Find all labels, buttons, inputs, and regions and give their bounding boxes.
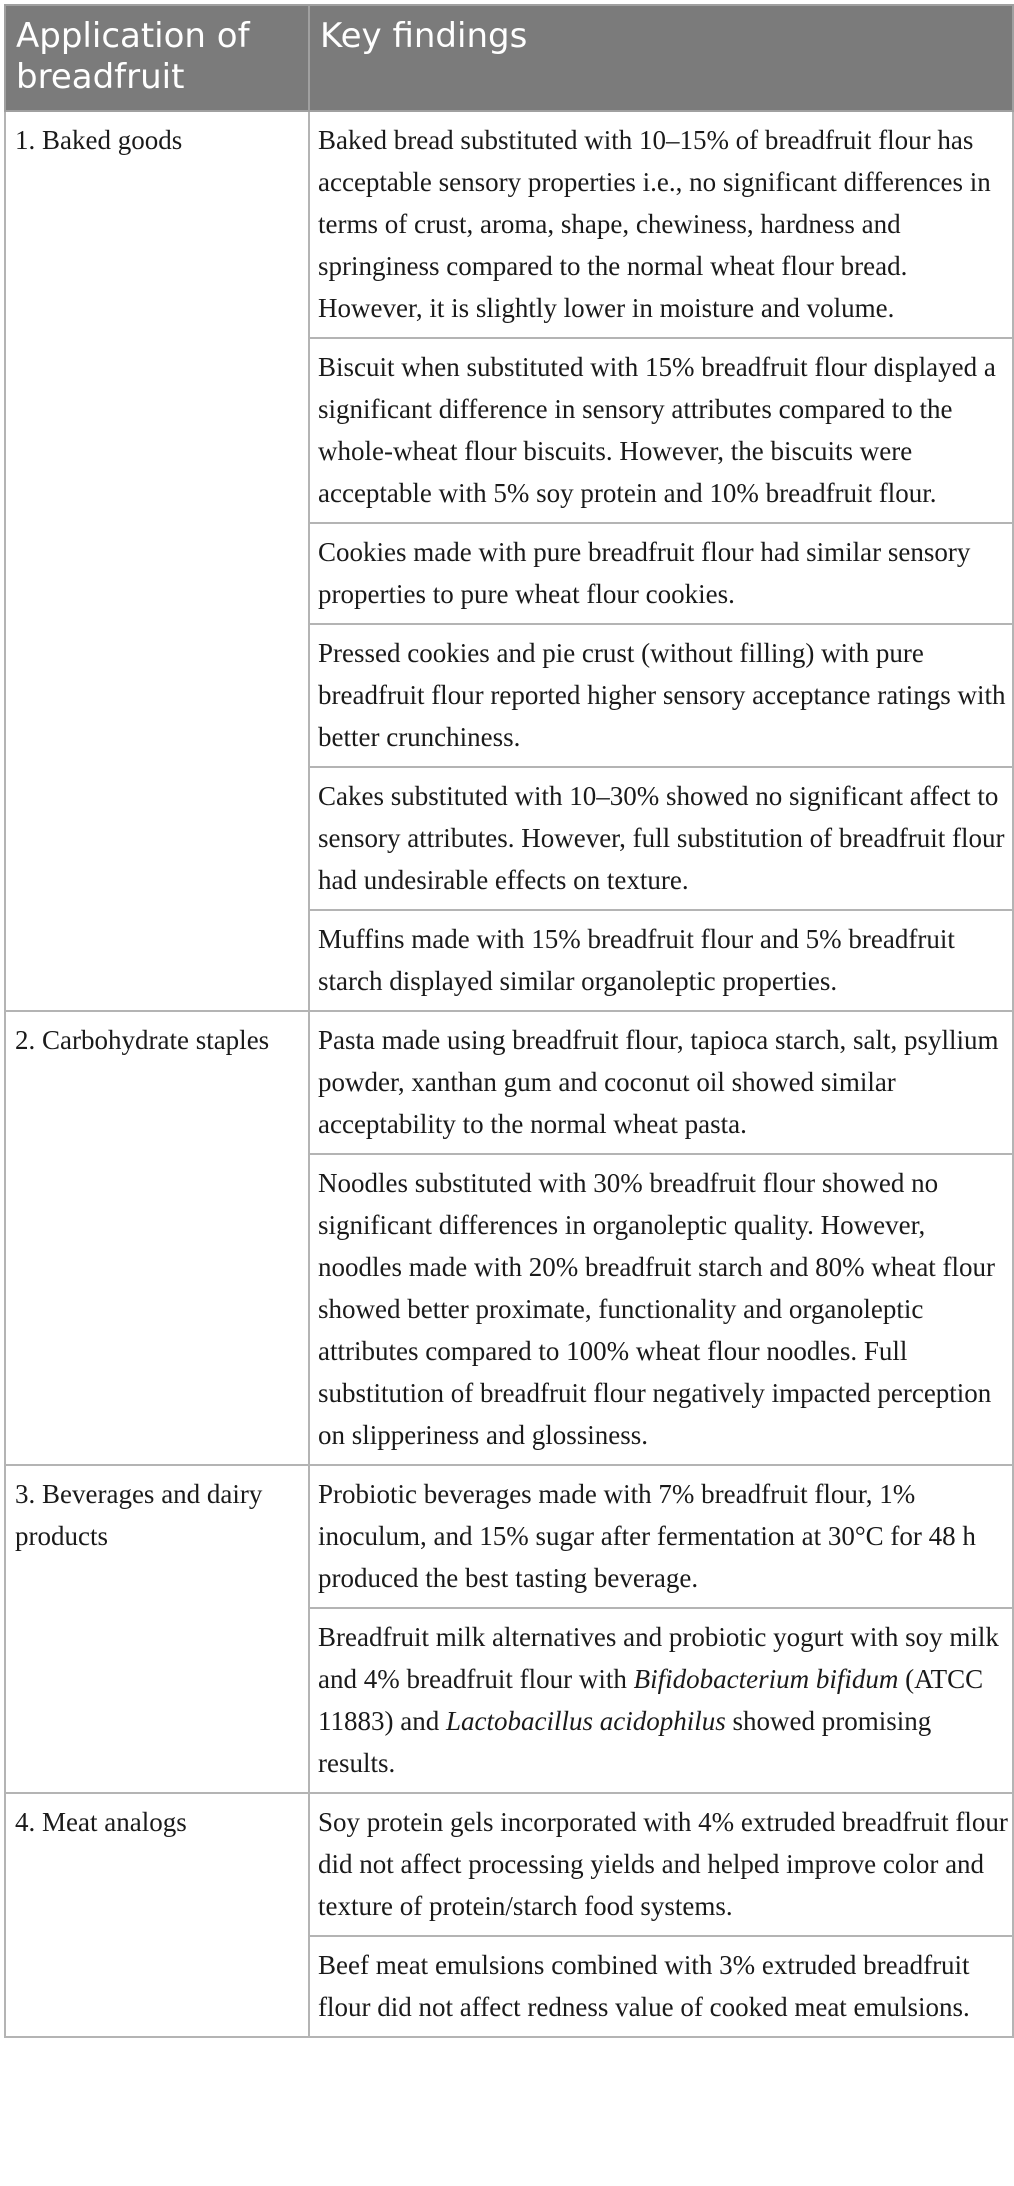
header-row <box>5 5 1013 111</box>
header-key-findings: Key findings <box>309 5 1013 111</box>
finding-text: (ATCC 11883) and <box>318 1664 984 1736</box>
finding-text-italic: Bifidobacterium bifidum <box>633 1664 899 1694</box>
table-row <box>5 1465 1013 1608</box>
table-row <box>5 111 1013 338</box>
table-body <box>5 111 1013 2037</box>
application-cell: 4. Meat analogs <box>5 1793 309 2037</box>
application-cell: 1. Baked goods <box>5 111 309 1011</box>
finding-cell <box>309 1936 1013 2037</box>
finding-cell <box>309 1608 1013 1793</box>
finding-cell <box>309 1793 1013 1936</box>
finding-cell <box>309 910 1013 1011</box>
table-header <box>5 5 1013 111</box>
finding-text: Breadfruit milk alternatives and probiotic yogurt with soy milk and 4% breadfruit flour with <box>318 1622 999 1694</box>
application-cell: 2. Carbohydrate staples <box>5 1011 309 1465</box>
finding-cell <box>309 111 1013 338</box>
finding-cell <box>309 523 1013 624</box>
table-row <box>5 1011 1013 1154</box>
finding-text: Probiotic beverages made with 7% breadfruit flour, 1% inoculum, and 15% sugar after fermentation at 30°C for 48 h produced the best tasting beverage. <box>318 1479 976 1593</box>
finding-cell <box>309 338 1013 523</box>
finding-text: Muffins made with 15% breadfruit flour and 5% breadfruit starch displayed similar organoleptic properties. <box>318 924 955 996</box>
finding-text: Pressed cookies and pie crust (without filling) with pure breadfruit flour reported higher sensory acceptance ratings with better crunchiness. <box>318 638 1006 752</box>
finding-text: Biscuit when substituted with 15% breadfruit flour displayed a significant difference in sensory attributes compared to the whole-wheat flour biscuits. However, the biscuits were acceptable with 5% soy protein and 10% breadfruit flour. <box>318 352 996 508</box>
finding-text-italic: Lactobacillus acidophilus <box>445 1706 726 1736</box>
finding-cell <box>309 624 1013 767</box>
finding-text: showed promising results. <box>318 1706 932 1778</box>
header-application: Application of breadfruit <box>5 5 309 111</box>
table-row <box>5 1793 1013 1936</box>
finding-text: Noodles substituted with 30% breadfruit flour showed no significant differences in organoleptic quality. However, noodles made with 20% breadfruit starch and 80% wheat flour showed better proximate, functionality and organoleptic attributes compared to 100% wheat flour noodles. Full substitution of breadfruit flour negatively impacted perception on slipperiness and glossiness. <box>318 1168 996 1450</box>
finding-text: Pasta made using breadfruit flour, tapioca starch, salt, psyllium powder, xanthan gum and coconut oil showed similar acceptability to the normal wheat pasta. <box>318 1025 999 1139</box>
finding-text: Beef meat emulsions combined with 3% extruded breadfruit flour did not affect redness value of cooked meat emulsions. <box>318 1950 970 2022</box>
finding-text: Cakes substituted with 10–30% showed no significant affect to sensory attributes. However, full substitution of breadfruit flour had undesirable effects on texture. <box>318 781 1005 895</box>
breadfruit-applications-table <box>4 4 1014 2038</box>
finding-cell <box>309 1154 1013 1465</box>
finding-cell <box>309 1011 1013 1154</box>
finding-cell <box>309 767 1013 910</box>
finding-cell <box>309 1465 1013 1608</box>
finding-text: Soy protein gels incorporated with 4% extruded breadfruit flour did not affect processing yields and helped improve color and texture of protein/starch food systems. <box>318 1807 1008 1921</box>
finding-text: Baked bread substituted with 10–15% of breadfruit flour has acceptable sensory properties i.e., no significant differences in terms of crust, aroma, shape, chewiness, hardness and springiness compared to the normal wheat flour bread. However, it is slightly lower in moisture and volume. <box>318 125 991 323</box>
application-cell: 3. Beverages and dairy products <box>5 1465 309 1793</box>
finding-text: Cookies made with pure breadfruit flour had similar sensory properties to pure wheat flour cookies. <box>318 537 971 609</box>
